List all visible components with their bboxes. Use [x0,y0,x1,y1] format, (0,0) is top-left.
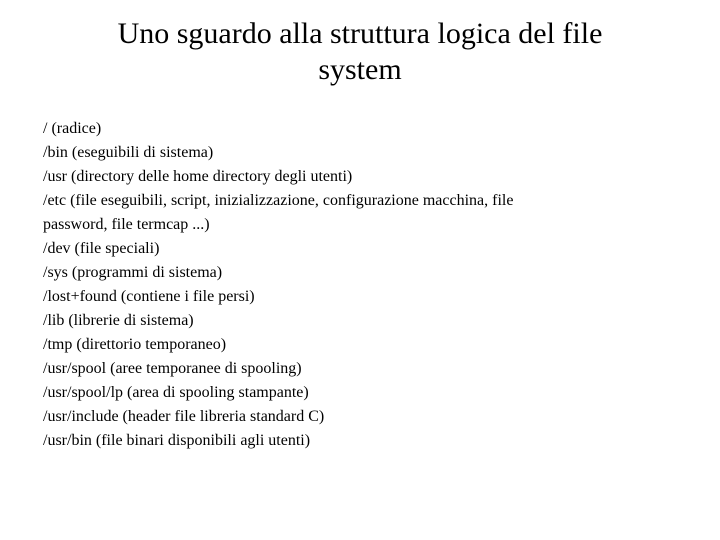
directory-line-etc: /etc (file eseguibili, script, inizializzazione, configurazione macchina, file [43,192,514,209]
directory-line-root: / (radice) [43,120,102,137]
directory-line-usr-spool: /usr/spool (aree temporanee di spooling) [43,360,302,377]
directory-line-lost-found: /lost+found (contiene i file persi) [43,288,255,305]
directory-line-lib: /lib (librerie di sistema) [43,312,194,329]
directory-line-usr: /usr (directory delle home directory degli utenti) [43,168,353,185]
slide-title-line-2: system [318,53,402,86]
directory-line-usr-spool-lp: /usr/spool/lp (area di spooling stampante) [43,384,309,401]
directory-line-usr-bin: /usr/bin (file binari disponibili agli utenti) [43,432,311,449]
directory-line-etc-continued: password, file termcap ...) [43,216,210,233]
directory-line-usr-include: /usr/include (header file libreria standard C) [43,408,325,425]
directory-line-bin: /bin (eseguibili di sistema) [43,144,214,161]
slide-title-line-1: Uno sguardo alla struttura logica del file [117,17,603,50]
directory-list [43,117,693,453]
directory-line-dev: /dev (file speciali) [43,240,160,257]
slide-title [60,16,660,88]
directory-line-sys: /sys (programmi di sistema) [43,264,223,281]
directory-line-tmp: /tmp (direttorio temporaneo) [43,336,227,353]
